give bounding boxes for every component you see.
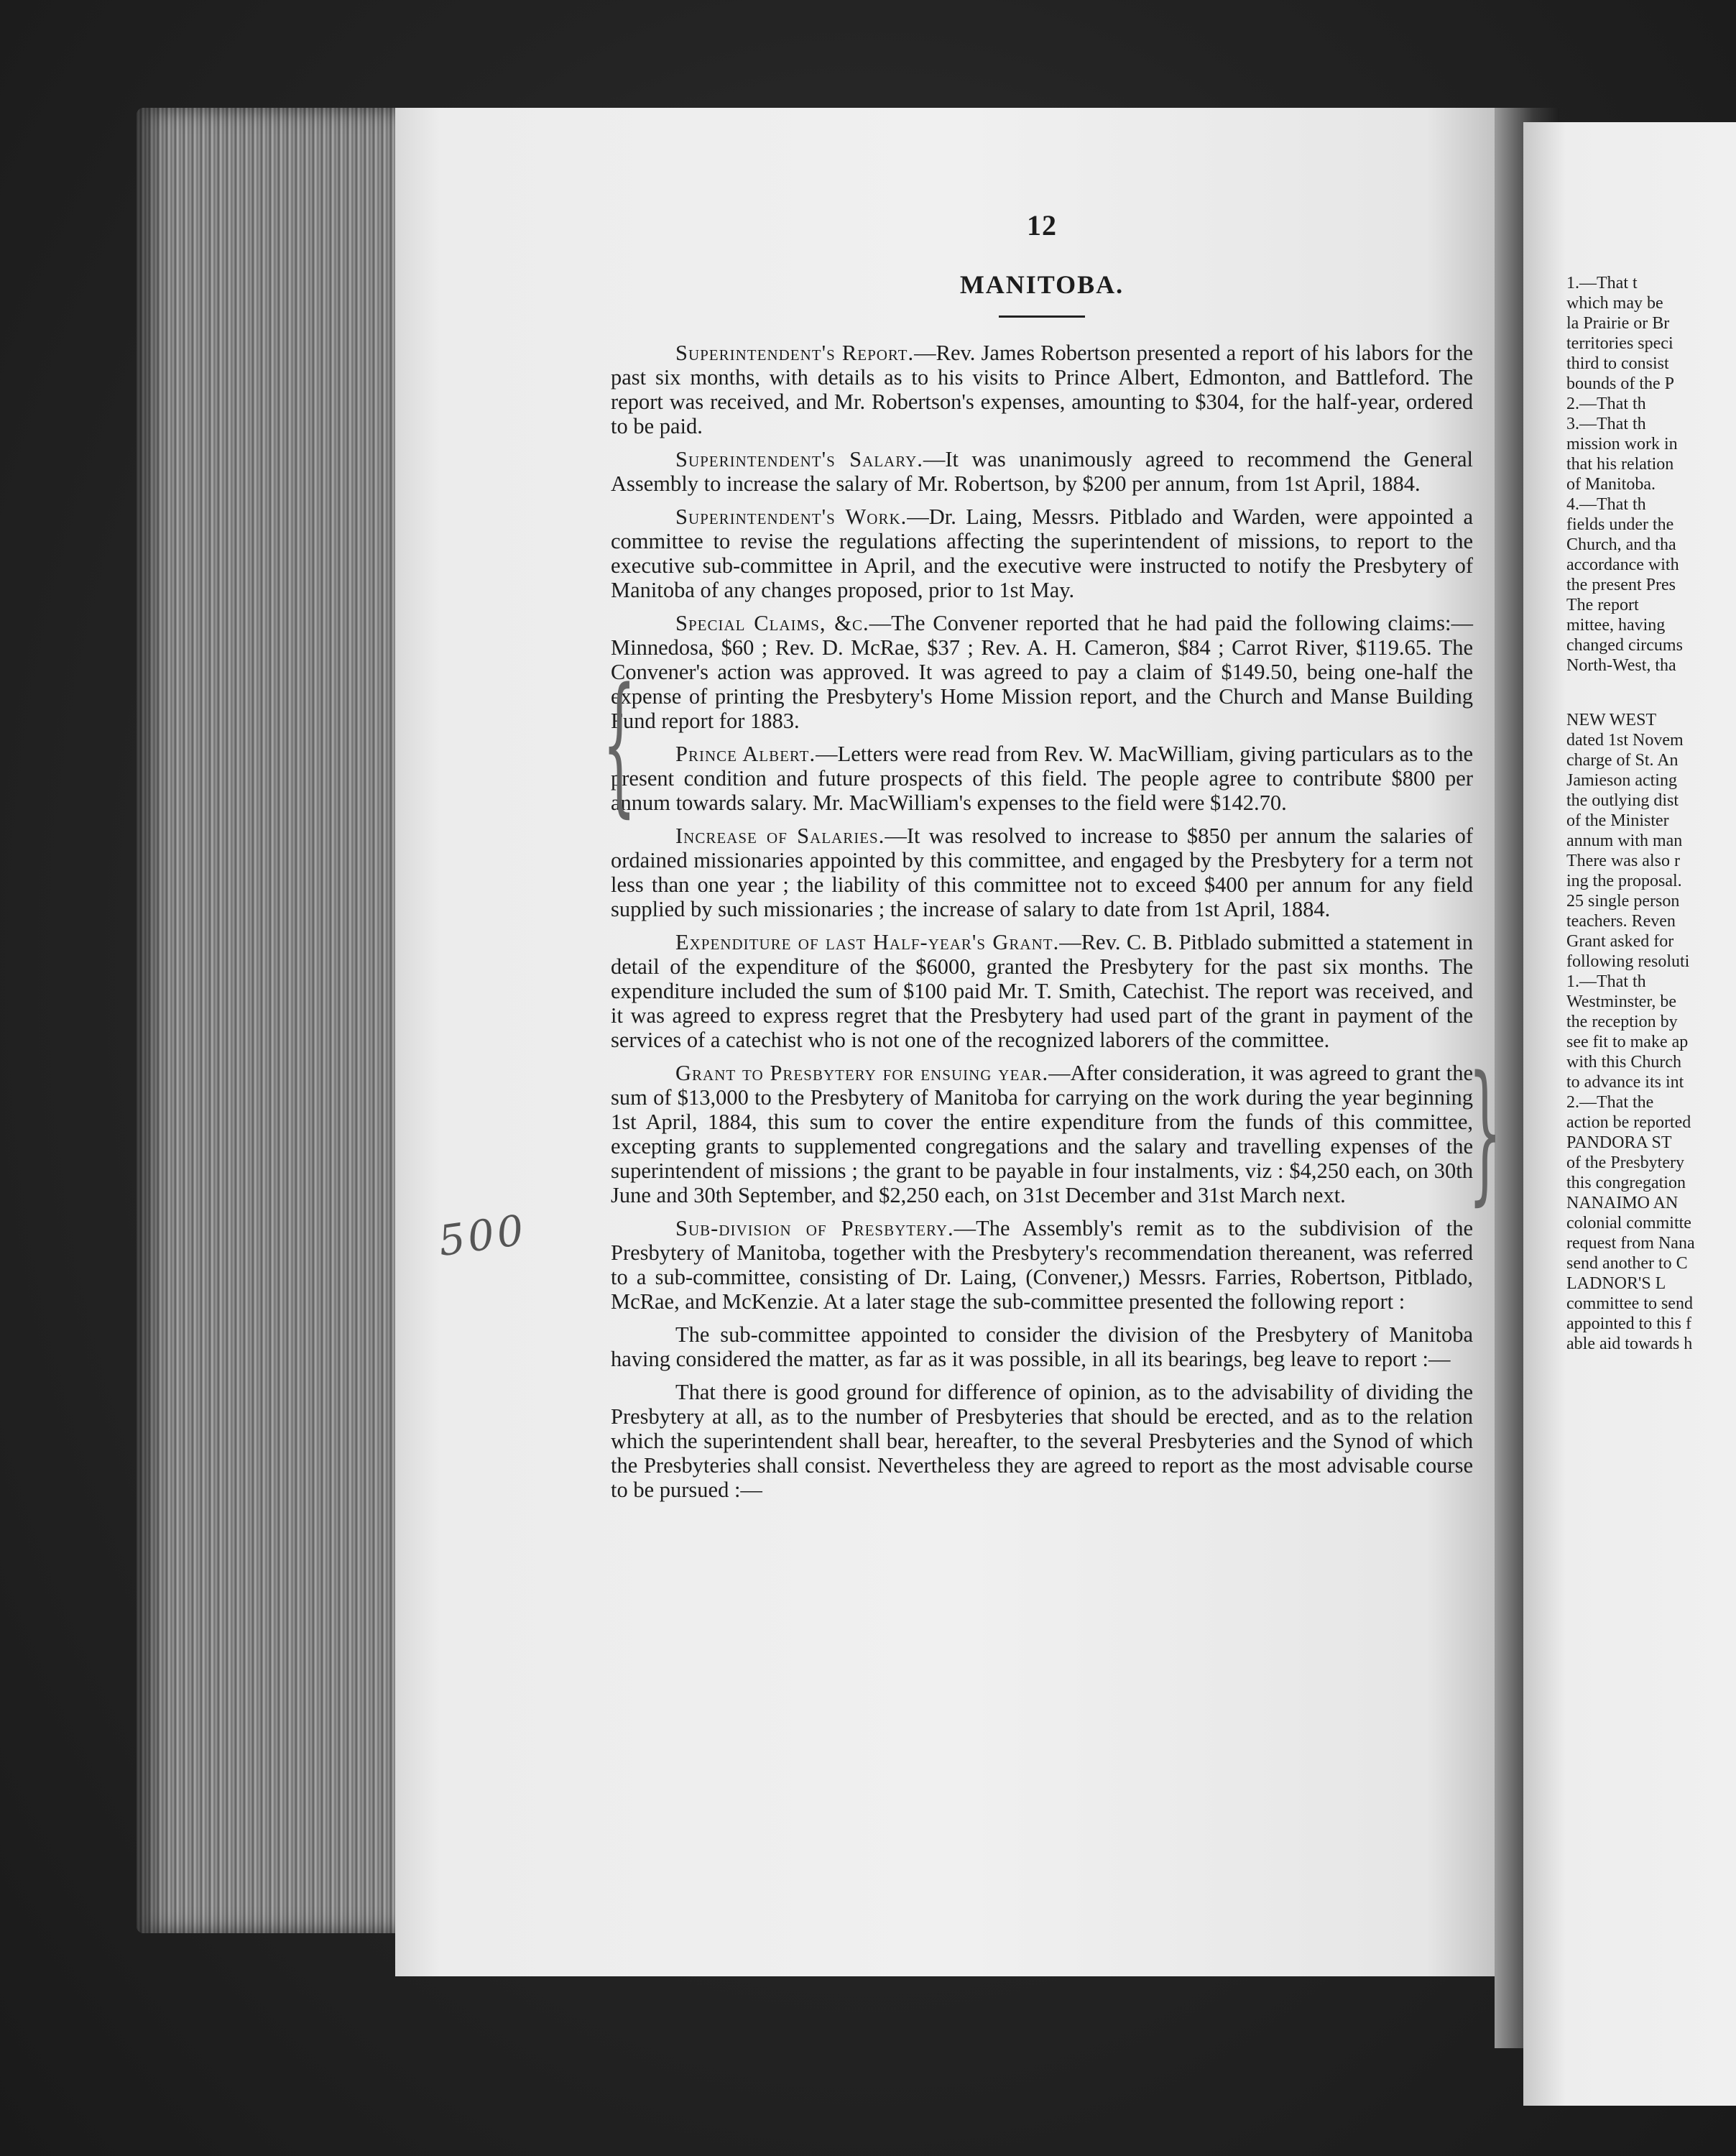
right-page-line: Jamieson acting — [1566, 771, 1677, 790]
right-page-line: of Manitoba. — [1566, 475, 1656, 494]
right-page-line: request from Nana — [1566, 1234, 1695, 1253]
paragraph — [611, 824, 1473, 921]
paragraph — [611, 930, 1473, 1052]
right-page-line: following resoluti — [1566, 952, 1690, 971]
right-page-line: dated 1st Novem — [1566, 731, 1684, 750]
paragraph-lead: Sub-division of Presbytery. — [675, 1216, 954, 1240]
right-page-line: third to consist — [1566, 354, 1669, 373]
right-page-line: the present Pres — [1566, 576, 1676, 594]
paragraph-body: —Letters were read from Rev. W. MacWilliam, giving particulars as to the present condition and future prospects of this field. The people agree to contribute $800 per annum towards salary. Mr. MacWilliam's expenses to the field were $142.70. — [611, 742, 1474, 815]
right-page-line: charge of St. An — [1566, 751, 1679, 770]
right-page-line: this congregation — [1566, 1174, 1686, 1192]
right-page-line: changed circums — [1566, 636, 1683, 655]
right-page-line: accordance with — [1566, 556, 1679, 574]
right-page-text — [1566, 273, 1736, 1354]
paragraph-body: —It was resolved to increase to $850 per annum the salaries of ordained missionaries appointed by this committee, and engaged by the Presbytery for a term not less than one year ; the liability of this committee not to exceed $400 per annum for any field supplied by such missionaries ; the increase of salary to date from 1st April, 1884. — [611, 824, 1473, 921]
right-page-line: appointed to this f — [1566, 1314, 1691, 1333]
right-page-line — [1566, 699, 1736, 710]
right-page-line: territories speci — [1566, 334, 1673, 353]
right-page-line: ing the proposal. — [1566, 872, 1682, 890]
right-page-line: NANAIMO AN — [1566, 1194, 1679, 1212]
right-page-line: see fit to make ap — [1566, 1033, 1689, 1051]
right-page-line: There was also r — [1566, 852, 1680, 870]
right-page-line: 1.—That t — [1566, 274, 1638, 292]
paragraph-body: The sub-committee appointed to consider the division of the Presbytery of Manitoba having considered the matter, as far as it was possible, in all its bearings, beg leave to report :— — [611, 1322, 1473, 1371]
paragraph — [611, 341, 1473, 438]
right-page-line: send another to C — [1566, 1254, 1688, 1273]
right-page-line: LADNOR'S L — [1566, 1274, 1666, 1293]
right-page-line: Grant asked for — [1566, 932, 1674, 951]
right-page-line: 3.—That th — [1566, 415, 1646, 433]
right-page-line: Westminster, be — [1566, 992, 1677, 1011]
paragraph-lead: Superintendent's Work. — [675, 505, 908, 529]
heading-rule — [999, 315, 1085, 318]
paragraph-body: —It was unanimously agreed to recommend the General Assembly to increase the salary of Mr. Robertson, by $200 per annum, from 1st April, 1884. — [611, 447, 1473, 496]
right-page-line: PANDORA ST — [1566, 1133, 1672, 1152]
paragraph-lead: Expenditure of last Half-year's Grant. — [675, 930, 1060, 954]
paragraph — [611, 1216, 1473, 1314]
paragraph-body: —Rev. James Robertson presented a report of his labors for the past six months, with details as to his visits to Prince Albert, Edmonton, and Battleford. The report was received, and Mr. Robertson's expenses, amounting to $304, for the half-year, ordered to be paid. — [611, 341, 1473, 438]
paragraph-body: —Rev. C. B. Pitblado submitted a statement in detail of the expenditure of the $6000, granted the Presbytery for the past six months. The expenditure included the sum of $100 paid Mr. T. Smith, Catechist. The report was received, and it was agreed to express regret that the Presbytery had used part of the grant in payment of the services of a catechist who is not one of the recognized laborers of the committee. — [611, 930, 1473, 1052]
right-page-line: 4.—That th — [1566, 495, 1646, 514]
right-page-line: la Prairie or Br — [1566, 314, 1670, 333]
handwritten-bracket-left: { — [602, 655, 637, 831]
right-page-line: fields under the — [1566, 515, 1674, 534]
paragraph-body: That there is good ground for difference of opinion, as to the advisability of dividing the Presbytery at all, as to the number of Presbyteries that should be erected, and as to the relation which the superintendent shall bear, hereafter, to the several Presbyteries and the Synod of which the Presbyteries shall consist. Nevertheless they are agreed to report as the most advisable course to be pursued :— — [611, 1380, 1473, 1502]
right-page-line: able aid towards h — [1566, 1335, 1693, 1353]
right-page-line: mission work in — [1566, 435, 1678, 453]
right-page-line: action be reported — [1566, 1113, 1691, 1132]
paragraph-body: —The Convener reported that he had paid the following claims:—Minnedosa, $60 ; Rev. D. McRae, $37 ; Rev. A. H. Cameron, $84 ; Carrot River, $119.65. The Convener's action was approved. It was agreed to pay a claim of $149.50, being one-half the expense of printing the Presbytery's Home Mission report, and the Church and Manse Building Fund report for 1883. — [611, 611, 1473, 733]
paragraph-lead: Prince Albert. — [675, 742, 816, 766]
section-heading: MANITOBA. — [959, 270, 1125, 299]
handwritten-margin-note: 500 — [435, 1204, 530, 1266]
paragraph-body: —After consideration, it was agreed to grant the sum of $13,000 to the Presbytery of Manitoba for carrying on the work during the year beginning 1st April, 1884, this sum to cover the entire expenditure from the funds of this committee, excepting grants to supplemented congregations and the salary and travelling expenses of the superintendent of missions ; the grant to be payable in four instalments, viz : $4,250 each, on 30th June and 30th September, and $2,250 each, on 31st December and 31st March next. — [611, 1061, 1473, 1207]
right-page-line: the outlying dist — [1566, 791, 1679, 810]
right-page-line: mittee, having — [1566, 616, 1666, 635]
right-page-line: 1.—That th — [1566, 972, 1646, 991]
paragraph-body: —Dr. Laing, Messrs. Pitblado and Warden, were appointed a committee to revise the regulations affecting the superintendent of missions, to report to the executive sub-committee in April, and the executive were instructed to notify the Presbytery of Manitoba of any changes proposed, prior to 1st May. — [611, 505, 1473, 602]
right-page-line: Church, and tha — [1566, 535, 1676, 554]
right-page-line: annum with man — [1566, 831, 1683, 850]
right-page-line: NEW WEST — [1566, 711, 1657, 729]
paragraph — [611, 1061, 1473, 1207]
right-page-line: The report — [1566, 596, 1639, 614]
paragraph-lead: Superintendent's Salary. — [675, 447, 923, 471]
paragraph-lead: Special Claims, &c. — [675, 611, 869, 635]
paragraph-lead: Superintendent's Report. — [675, 341, 915, 365]
paragraph — [611, 1380, 1473, 1502]
right-page-line: teachers. Reven — [1566, 912, 1676, 931]
paragraph-body: —The Assembly's remit as to the subdivision of the Presbytery of Manitoba, together with the Presbytery's recommendation thereanent, was referred to a sub-committee, consisting of Dr. Laing, (Convener,) Messrs. Farries, Robertson, Pitblado, McRae, and McKenzie. At a later stage the sub-committee presented the following report : — [611, 1216, 1474, 1314]
right-page-line: 2.—That the — [1566, 1093, 1654, 1112]
right-page-line: of the Minister — [1566, 811, 1669, 830]
paragraph — [611, 611, 1473, 733]
left-page-content — [611, 208, 1473, 1511]
right-page-line: the reception by — [1566, 1013, 1678, 1031]
right-page-line: that his relation — [1566, 455, 1674, 474]
right-page-line: bounds of the P — [1566, 374, 1674, 393]
right-page-line: of the Presbytery — [1566, 1153, 1684, 1172]
right-page-line: to advance its int — [1566, 1073, 1684, 1092]
paragraph-lead: Increase of Salaries. — [675, 824, 885, 848]
right-page-line: 2.—That th — [1566, 395, 1646, 413]
handwritten-bracket-right: } — [1468, 1044, 1502, 1220]
right-page-line: colonial committe — [1566, 1214, 1691, 1233]
right-page-line: committee to send — [1566, 1294, 1693, 1313]
book-page-edges — [137, 108, 395, 1933]
paragraph-lead: Grant to Presbytery for ensuing year. — [675, 1061, 1049, 1085]
right-page-line — [1566, 687, 1736, 699]
paragraph — [611, 742, 1473, 815]
right-page-line: 25 single person — [1566, 892, 1680, 911]
right-page-line — [1566, 676, 1736, 687]
paragraph — [611, 1322, 1473, 1371]
right-page-line: with this Church — [1566, 1053, 1681, 1072]
right-page-line: North-West, tha — [1566, 656, 1676, 675]
right-page-line: which may be — [1566, 294, 1663, 313]
paragraph — [611, 505, 1473, 602]
page-number: 12 — [1027, 209, 1057, 241]
paragraph — [611, 447, 1473, 496]
